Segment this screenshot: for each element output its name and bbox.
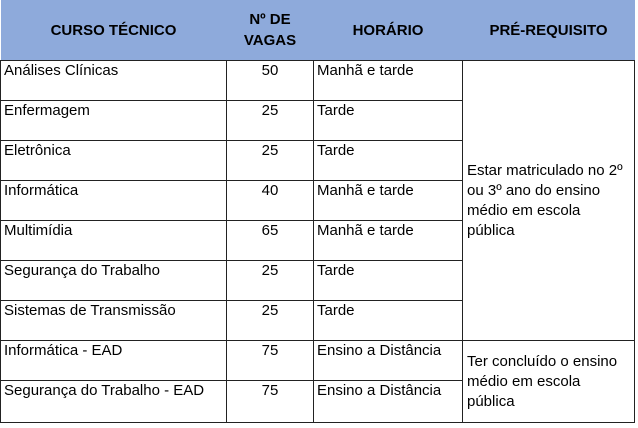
cell-vagas: 50	[227, 61, 314, 101]
cell-prereq-ead: Ter concluído o ensino médio em escola pública	[463, 341, 635, 423]
cell-horario: Tarde	[314, 141, 463, 181]
header-vagas	[227, 0, 314, 61]
table-row	[1, 61, 635, 101]
cell-vagas: 25	[227, 301, 314, 341]
header-prerequisito: PRÉ-REQUISITO	[463, 0, 635, 61]
cell-curso: Sistemas de Transmissão	[1, 301, 227, 341]
cell-curso: Eletrônica	[1, 141, 227, 181]
cell-curso: Segurança do Trabalho - EAD	[1, 381, 227, 423]
header-curso: CURSO TÉCNICO	[1, 0, 227, 61]
cell-horario: Ensino a Distância	[314, 381, 463, 423]
table-header-row	[1, 0, 635, 61]
cell-vagas: 25	[227, 101, 314, 141]
cell-horario: Tarde	[314, 301, 463, 341]
cell-curso: Multimídia	[1, 221, 227, 261]
header-vagas-line1: Nº DE	[249, 11, 291, 28]
cell-curso: Informática	[1, 181, 227, 221]
cell-curso: Informática - EAD	[1, 341, 227, 381]
cell-horario: Ensino a Distância	[314, 341, 463, 381]
cell-vagas: 25	[227, 261, 314, 301]
cell-vagas: 25	[227, 141, 314, 181]
cell-horario: Manhã e tarde	[314, 181, 463, 221]
cell-prereq-presencial: Estar matriculado no 2º ou 3º ano do ensino médio em escola pública	[463, 61, 635, 341]
cell-curso: Enfermagem	[1, 101, 227, 141]
cell-vagas: 75	[227, 341, 314, 381]
cell-vagas: 65	[227, 221, 314, 261]
cell-curso: Segurança do Trabalho	[1, 261, 227, 301]
cell-vagas: 75	[227, 381, 314, 423]
cell-horario: Manhã e tarde	[314, 61, 463, 101]
cell-horario: Tarde	[314, 261, 463, 301]
cell-horario: Manhã e tarde	[314, 221, 463, 261]
cell-horario: Tarde	[314, 101, 463, 141]
header-horario: HORÁRIO	[314, 0, 463, 61]
cell-vagas: 40	[227, 181, 314, 221]
cell-curso: Análises Clínicas	[1, 61, 227, 101]
header-vagas-line2: VAGAS	[243, 32, 297, 49]
table-row	[1, 341, 635, 381]
